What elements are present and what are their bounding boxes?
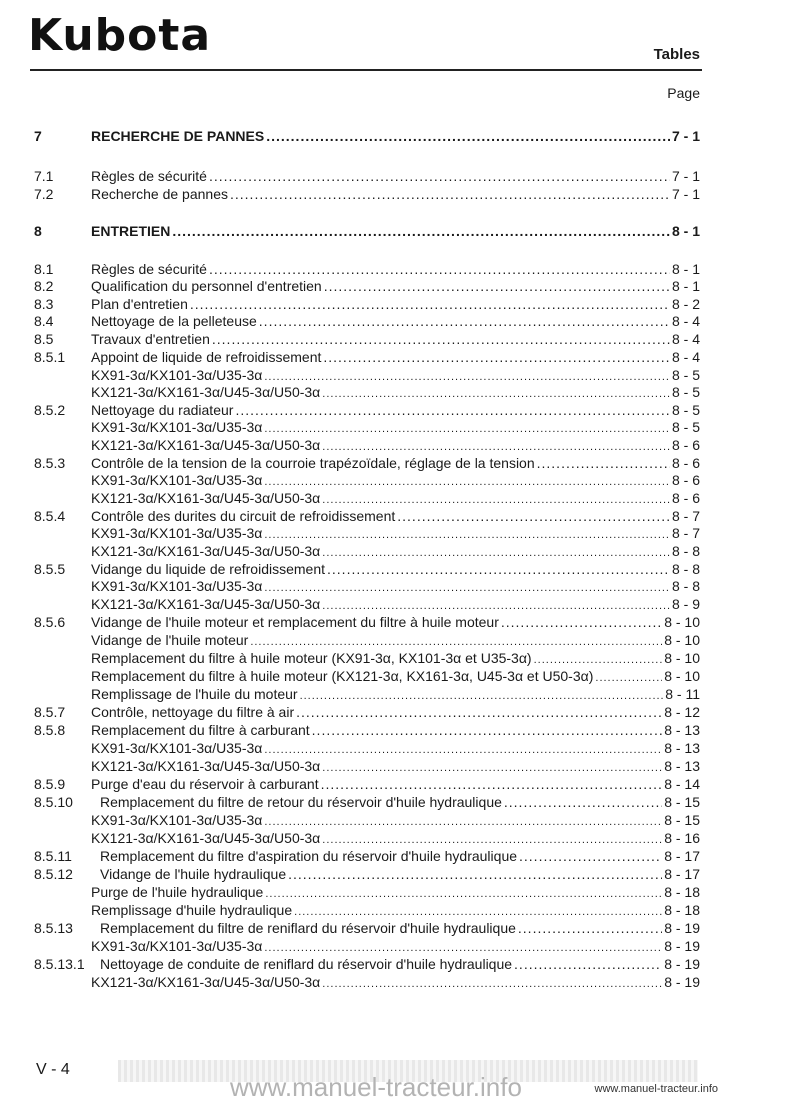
toc-entry	[34, 596, 700, 613]
toc-entry	[34, 278, 700, 295]
dot-leader	[190, 296, 670, 313]
toc-entry-page: 8 - 4	[671, 313, 700, 329]
dot-leader	[264, 814, 662, 831]
dot-leader	[264, 940, 662, 957]
toc-entry-page: 8 - 1	[671, 278, 700, 294]
toc-entry-page: 8 - 5	[671, 367, 700, 383]
dot-leader	[518, 920, 662, 937]
toc-entry-page: 8 - 8	[671, 543, 700, 559]
toc-entry-page: 8 - 13	[664, 758, 700, 774]
toc-entry-page: 8 - 5	[671, 384, 700, 400]
toc-entry	[34, 128, 700, 145]
toc-entry	[34, 331, 700, 348]
toc-entry-page: 8 - 10	[664, 668, 700, 684]
toc-entry-number: 8	[34, 223, 42, 239]
toc-entry-line	[91, 186, 700, 203]
toc-entry-line	[91, 261, 700, 278]
toc-entry-title: KX121-3α/KX161-3α/U45-3α/U50-3α	[91, 758, 321, 774]
toc-entry-line	[91, 686, 700, 705]
toc-entry-page: 8 - 1	[671, 223, 700, 239]
toc-entry-page: 8 - 10	[664, 632, 700, 648]
toc-entry	[34, 632, 700, 649]
toc-entry-line	[91, 384, 700, 403]
dot-leader	[264, 580, 670, 597]
dot-leader	[397, 508, 670, 525]
toc-entry-line	[91, 349, 700, 366]
page-column-heading: Page	[667, 85, 700, 101]
header-divider	[30, 69, 702, 71]
toc-entry-page: 8 - 6	[671, 455, 700, 471]
toc-entry-line	[91, 402, 700, 419]
toc-entry-line	[91, 632, 700, 651]
watermark-url-small: www.manuel-tracteur.info	[594, 1083, 718, 1095]
toc-entry	[34, 668, 700, 685]
toc-entry-title: KX121-3α/KX161-3α/U45-3α/U50-3α	[91, 974, 321, 990]
toc-entry	[34, 722, 700, 739]
dot-leader	[322, 545, 670, 562]
dot-leader	[537, 455, 670, 472]
toc-entry	[34, 866, 700, 883]
toc-entry-line	[91, 704, 700, 721]
toc-entry	[34, 686, 700, 703]
dot-leader	[264, 421, 670, 438]
toc-entry	[34, 884, 700, 901]
toc-entry-page: 8 - 17	[664, 848, 700, 864]
toc-entry-page: 8 - 8	[671, 561, 700, 577]
toc-entry-page: 8 - 13	[664, 722, 700, 738]
toc-entry	[34, 490, 700, 507]
toc-entry-page: 8 - 14	[664, 776, 700, 792]
toc-entry-title: KX91-3α/KX101-3α/U35-3α	[91, 812, 263, 828]
dot-leader	[504, 794, 662, 811]
toc-entry-title: Purge d'eau du réservoir à carburant	[91, 776, 319, 792]
dot-leader	[288, 866, 662, 883]
toc-entry	[34, 776, 700, 793]
toc-entry-line	[91, 128, 700, 145]
toc-entry-line	[91, 650, 700, 669]
toc-entry-number: 8.5.5	[34, 561, 66, 577]
dot-leader	[322, 598, 670, 615]
toc-entry-number: 8.5.13.1	[34, 956, 85, 972]
toc-entry	[34, 508, 700, 525]
dot-leader	[534, 652, 663, 669]
toc-entry-line	[91, 830, 700, 849]
toc-entry-title: Vidange de l'huile hydraulique	[100, 866, 287, 882]
toc-entry-page: 8 - 7	[671, 508, 700, 524]
dot-leader	[322, 492, 670, 509]
toc-entry	[34, 313, 700, 330]
toc-entry-title: Remplissage de l'huile du moteur	[91, 686, 298, 702]
toc-entry-line	[91, 561, 700, 578]
toc-entry-title: KX121-3α/KX161-3α/U45-3α/U50-3α	[91, 543, 321, 559]
toc-entry	[34, 419, 700, 436]
toc-entry-line	[91, 525, 700, 544]
toc-entry-line	[91, 437, 700, 456]
toc-entry-number: 7.1	[34, 168, 54, 184]
section-title: Tables	[653, 46, 700, 63]
toc-entry-line	[91, 331, 700, 348]
toc-entry-line	[100, 956, 700, 973]
dot-leader	[322, 976, 662, 993]
toc-entry-number: 7	[34, 128, 42, 144]
toc-entry-page: 8 - 15	[664, 812, 700, 828]
dot-leader	[212, 331, 670, 348]
toc-entry	[34, 384, 700, 401]
toc-entry-title: Nettoyage de la pelleteuse	[91, 313, 257, 329]
toc-entry-number: 8.5.11	[34, 848, 72, 864]
toc-entry-line	[91, 490, 700, 509]
toc-entry	[34, 614, 700, 631]
dot-leader	[265, 886, 662, 903]
watermark-url: www.manuel-tracteur.info	[230, 1072, 522, 1102]
toc-entry-page: 7 - 1	[671, 128, 700, 144]
toc-entry-title: Remplacement du filtre de reniflard du réservoir d'huile hydraulique	[100, 920, 516, 936]
toc-entry-title: Plan d'entretien	[91, 296, 188, 312]
toc-entry-number: 8.5	[34, 331, 54, 347]
toc-entry-number: 8.5.7	[34, 704, 66, 720]
toc-entry-title: Remplacement du filtre de retour du réservoir d'huile hydraulique	[100, 794, 502, 810]
toc-entry-title: Remplacement du filtre à huile moteur (KX91-3α, KX101-3α et U35-3α)	[91, 650, 532, 666]
toc-entry-number: 8.5.1	[34, 349, 66, 365]
toc-entry-page: 8 - 19	[664, 956, 700, 972]
toc-entry-title: KX121-3α/KX161-3α/U45-3α/U50-3α	[91, 384, 321, 400]
toc-entry-line	[100, 920, 700, 937]
toc-entry-number: 8.5.13	[34, 920, 73, 936]
toc-entry-page: 8 - 10	[664, 650, 700, 666]
dot-leader	[324, 278, 670, 295]
toc-entry-title: Purge de l'huile hydraulique	[91, 884, 264, 900]
toc-entry-title: Qualification du personnel d'entretien	[91, 278, 322, 294]
dot-leader	[322, 439, 670, 456]
toc-entry	[34, 472, 700, 489]
toc-entry-page: 8 - 6	[671, 490, 700, 506]
toc-entry-title: KX91-3α/KX101-3α/U35-3α	[91, 938, 263, 954]
toc-entry	[34, 650, 700, 667]
toc-entry-line	[91, 508, 700, 525]
dot-leader	[322, 760, 662, 777]
toc-entry-title: KX121-3α/KX161-3α/U45-3α/U50-3α	[91, 490, 321, 506]
toc-entry-number: 8.4	[34, 313, 54, 329]
dot-leader	[322, 832, 662, 849]
toc-entry-number: 8.5.4	[34, 508, 66, 524]
toc-entry-page: 8 - 4	[671, 349, 700, 365]
toc-entry-page: 8 - 6	[671, 472, 700, 488]
toc-entry-line	[91, 722, 700, 739]
dot-leader	[327, 561, 670, 578]
toc-entry-page: 8 - 1	[671, 261, 700, 277]
toc-entry	[34, 223, 700, 240]
dot-leader	[209, 168, 670, 185]
toc-entry-title: Vidange de l'huile moteur et remplacement du filtre à huile moteur	[91, 614, 499, 630]
toc-entry-page: 8 - 15	[664, 794, 700, 810]
toc-entry-line	[100, 848, 700, 865]
dot-leader	[172, 223, 670, 240]
toc-entry-line	[91, 419, 700, 438]
toc-entry-line	[91, 902, 700, 921]
toc-entry-page: 8 - 8	[671, 578, 700, 594]
toc-entry-title: Appoint de liquide de refroidissement	[91, 349, 322, 365]
toc-entry-line	[91, 578, 700, 597]
toc-entry-number: 8.5.2	[34, 402, 66, 418]
toc-entry-title: Vidange du liquide de refroidissement	[91, 561, 326, 577]
toc-entry-title: Règles de sécurité	[91, 168, 207, 184]
toc-entry-line	[91, 472, 700, 491]
toc-entry-title: Nettoyage de conduite de reniflard du réservoir d'huile hydraulique	[100, 956, 513, 972]
toc-entry-page: 8 - 11	[665, 686, 700, 702]
toc-entry-number: 8.5.9	[34, 776, 66, 792]
toc-entry	[34, 296, 700, 313]
toc-entry	[34, 758, 700, 775]
dot-leader	[266, 128, 670, 145]
toc-entry-page: 8 - 18	[664, 902, 700, 918]
toc-entry-title: ENTRETIEN	[91, 223, 171, 239]
dot-leader	[264, 742, 662, 759]
toc-entry-title: Remplacement du filtre à huile moteur (KX121-3α, KX161-3α, U45-3α et U50-3α)	[91, 668, 594, 684]
toc-entry-page: 8 - 10	[664, 614, 700, 630]
toc-entry	[34, 186, 700, 203]
toc-entry-number: 8.5.10	[34, 794, 73, 810]
toc-entry-title: Règles de sécurité	[91, 261, 207, 277]
kubota-logo: Kubota	[28, 10, 212, 61]
dot-leader	[514, 956, 662, 973]
toc-entry-line	[91, 543, 700, 562]
toc-entry	[34, 543, 700, 560]
toc-entry-line	[91, 938, 700, 957]
dot-leader	[235, 402, 670, 419]
toc-entry	[34, 367, 700, 384]
toc-entry	[34, 848, 700, 865]
toc-entry-title: Remplacement du filtre d'aspiration du réservoir d'huile hydraulique	[100, 848, 518, 864]
toc-entry-title: RECHERCHE DE PANNES	[91, 128, 265, 144]
toc-entry	[34, 561, 700, 578]
toc-entry-line	[91, 812, 700, 831]
toc-entry-page: 8 - 5	[671, 402, 700, 418]
toc-entry-line	[91, 313, 700, 330]
toc-entry-title: KX121-3α/KX161-3α/U45-3α/U50-3α	[91, 437, 321, 453]
toc-entry-page: 8 - 5	[671, 419, 700, 435]
dot-leader	[259, 313, 670, 330]
toc-entry-title: KX91-3α/KX101-3α/U35-3α	[91, 419, 263, 435]
toc-entry-page: 8 - 13	[664, 740, 700, 756]
toc-entry-page: 8 - 12	[664, 704, 700, 720]
toc-entry	[34, 938, 700, 955]
toc-entry	[34, 578, 700, 595]
toc-entry-number: 8.3	[34, 296, 54, 312]
toc-entry	[34, 794, 700, 811]
toc-entry-number: 8.5.3	[34, 455, 66, 471]
toc-entry-line	[91, 884, 700, 903]
toc-entry-line	[91, 740, 700, 759]
toc-entry-number: 8.2	[34, 278, 54, 294]
toc-entry	[34, 525, 700, 542]
dot-leader	[519, 848, 662, 865]
toc-entry-title: Contrôle de la tension de la courroie trapézoïdale, réglage de la tension	[91, 455, 535, 471]
toc-entry-line	[91, 758, 700, 777]
toc-entry-page: 7 - 1	[671, 186, 700, 202]
toc-entry	[34, 920, 700, 937]
toc-entry-line	[91, 596, 700, 615]
toc-entry	[34, 455, 700, 472]
toc-entry	[34, 437, 700, 454]
toc-entry-line	[91, 223, 700, 240]
toc-entry-title: Remplissage d'huile hydraulique	[91, 902, 293, 918]
dot-leader	[321, 776, 663, 793]
toc-entry-title: KX91-3α/KX101-3α/U35-3α	[91, 367, 263, 383]
toc-entry-title: KX91-3α/KX101-3α/U35-3α	[91, 472, 263, 488]
toc-entry	[34, 902, 700, 919]
dot-leader	[264, 527, 670, 544]
dot-leader	[294, 904, 662, 921]
dot-leader	[264, 474, 670, 491]
toc-entry-page: 8 - 18	[664, 884, 700, 900]
dot-leader	[323, 349, 670, 366]
dot-leader	[322, 386, 670, 403]
toc-entry-title: Contrôle, nettoyage du filtre à air	[91, 704, 295, 720]
toc-entry-title: KX121-3α/KX161-3α/U45-3α/U50-3α	[91, 596, 321, 612]
dot-leader	[209, 261, 670, 278]
toc-entry-page: 8 - 19	[664, 938, 700, 954]
toc-entry-title: KX91-3α/KX101-3α/U35-3α	[91, 525, 263, 541]
toc-entry-number: 8.5.6	[34, 614, 66, 630]
toc-entry-number: 8.5.8	[34, 722, 66, 738]
toc-entry-page: 8 - 16	[664, 830, 700, 846]
toc-entry-number: 7.2	[34, 186, 54, 202]
toc-entry	[34, 812, 700, 829]
toc-entry	[34, 349, 700, 366]
toc-entry-line	[100, 866, 700, 883]
toc-entry-number: 8.5.12	[34, 866, 73, 882]
toc-entry-page: 7 - 1	[671, 168, 700, 184]
toc-entry-line	[91, 776, 700, 793]
dot-leader	[300, 688, 664, 705]
toc-entry	[34, 974, 700, 991]
dot-leader	[250, 634, 662, 651]
footer-page-number: V - 4	[36, 1061, 70, 1078]
toc-entry	[34, 261, 700, 278]
toc-entry-line	[91, 296, 700, 313]
dot-leader	[501, 614, 662, 631]
toc-entry-line	[91, 455, 700, 472]
toc-entry-title: Nettoyage du radiateur	[91, 402, 234, 418]
dot-leader	[595, 670, 662, 687]
toc-entry-line	[91, 614, 700, 631]
toc-entry-page: 8 - 7	[671, 525, 700, 541]
toc-entry-page: 8 - 9	[671, 596, 700, 612]
toc-entry-line	[91, 278, 700, 295]
toc-entry-title: Remplacement du filtre à carburant	[91, 722, 310, 738]
toc-entry-line	[100, 794, 700, 811]
toc-entry	[34, 830, 700, 847]
toc-entry-title: Travaux d'entretien	[91, 331, 210, 347]
dot-leader	[230, 186, 670, 203]
toc-entry	[34, 168, 700, 185]
toc-entry	[34, 402, 700, 419]
toc-entry-title: KX121-3α/KX161-3α/U45-3α/U50-3α	[91, 830, 321, 846]
toc-entry-page: 8 - 17	[664, 866, 700, 882]
dot-leader	[312, 722, 663, 739]
dot-leader	[296, 704, 662, 721]
toc-entry-page: 8 - 6	[671, 437, 700, 453]
toc-entry-title: Recherche de pannes	[91, 186, 228, 202]
toc-entry-page: 8 - 4	[671, 331, 700, 347]
toc-entry-page: 8 - 19	[664, 920, 700, 936]
toc-entry	[34, 956, 700, 973]
toc-entry	[34, 704, 700, 721]
toc-entry-page: 8 - 19	[664, 974, 700, 990]
toc-entry-title: KX91-3α/KX101-3α/U35-3α	[91, 740, 263, 756]
toc-entry	[34, 740, 700, 757]
toc-entry-title: Contrôle des durites du circuit de refroidissement	[91, 508, 396, 524]
toc-entry-title: Vidange de l'huile moteur	[91, 632, 249, 648]
toc-entry-title: KX91-3α/KX101-3α/U35-3α	[91, 578, 263, 594]
toc-entry-line	[91, 668, 700, 687]
toc-entry-number: 8.1	[34, 261, 54, 277]
toc-entry-line	[91, 974, 700, 993]
toc-entry-page: 8 - 2	[671, 296, 700, 312]
toc-entry-line	[91, 168, 700, 185]
